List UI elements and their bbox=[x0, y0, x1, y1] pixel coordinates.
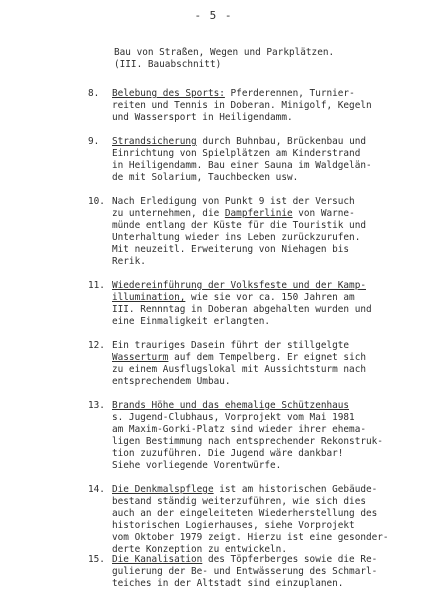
item-text bbox=[112, 196, 422, 268]
item-line: bestand ständig weiterzuführen, wie sich dies bbox=[112, 496, 366, 507]
item-line bbox=[112, 554, 422, 566]
item-line: entsprechendem Umbau. bbox=[112, 376, 231, 387]
item-highlight: Wiedereinführung der Volksfeste und der Kamp- bbox=[112, 280, 366, 291]
item-line bbox=[112, 208, 422, 220]
item-line: de mit Solarium, Tauchbecken usw. bbox=[112, 172, 299, 183]
intro-paragraph bbox=[114, 47, 334, 71]
item-line: ligen Bestimmung nach entsprechender Rekonstruk- bbox=[112, 436, 383, 447]
item-line: Mit neuzeitl. Erweiterung von Niehagen bis bbox=[112, 244, 350, 255]
item-line-rest: des Töpferberges sowie die Re- bbox=[202, 554, 378, 565]
item-text bbox=[112, 340, 422, 388]
item-text bbox=[112, 484, 422, 556]
item-line: auch an der eingeleiteten Wiederherstellung des bbox=[112, 508, 378, 519]
item-number: 12. bbox=[88, 340, 105, 351]
item-line bbox=[112, 88, 422, 100]
item-line: zu einem Ausflugslokal mit Aussichtsturm nach bbox=[112, 364, 366, 375]
item-line: Unterhaltung wieder ins Leben zurückzurufen. bbox=[112, 232, 361, 243]
item-line: Nach Erledigung von Punkt 9 ist der Versuch bbox=[112, 196, 355, 207]
item-number: 13. bbox=[88, 400, 105, 411]
item-number: 9. bbox=[88, 136, 100, 147]
item-line: und Wassersport in Heiligendamm. bbox=[112, 112, 293, 123]
item-line-before: zu unternehmen, die bbox=[112, 208, 225, 219]
item-highlight: Die Denkmalspflege bbox=[112, 484, 214, 495]
item-number: 14. bbox=[88, 484, 105, 495]
item-text bbox=[112, 554, 422, 590]
item-highlight: Belebung des Sports: bbox=[112, 88, 225, 99]
item-line: derte Konzeption zu entwickeln. bbox=[112, 544, 287, 555]
item-line: Siehe vorliegende Vorentwürfe. bbox=[112, 460, 282, 471]
intro-line: (III. Bauabschnitt) bbox=[114, 59, 222, 70]
item-text bbox=[112, 88, 422, 124]
item-text bbox=[112, 400, 422, 472]
item-line-rest: durch Buhnbau, Brückenbau und bbox=[196, 136, 366, 147]
item-line-rest: wie sie vor ca. 150 Jahren am bbox=[185, 292, 355, 303]
item-line: s. Jugend-Clubhaus, Vorprojekt vom Mai 1981 bbox=[112, 412, 355, 423]
item-line: III. Rennntag in Doberan abgehalten wurden und bbox=[112, 304, 372, 315]
item-highlight: Dampferlinie bbox=[224, 208, 293, 219]
item-highlight: Strandsicherung bbox=[112, 136, 197, 147]
intro-line: Bau von Straßen, Wegen und Parkplätzen. bbox=[114, 47, 335, 58]
item-highlight: Die Kanalisation bbox=[112, 554, 203, 565]
item-line: Einrichtung von Spielplätzen am Kinderstrand bbox=[112, 148, 361, 159]
item-line bbox=[112, 484, 422, 496]
item-line-after: von Warne- bbox=[292, 208, 355, 219]
item-line: vom Oktober 1979 zeigt. Hierzu ist eine gesonder- bbox=[112, 532, 389, 543]
item-highlight: Brands Höhe und das ehemalige Schützenhaus bbox=[112, 400, 350, 411]
item-line-rest: ist am historischen Gebäude- bbox=[213, 484, 378, 495]
item-line: münde entlang der Küste für die Touristik und bbox=[112, 220, 366, 231]
item-line bbox=[112, 352, 422, 364]
item-line: historischen Logierhauses, siehe Vorprojekt bbox=[112, 520, 355, 531]
item-line: reiten und Tennis in Doberan. Minigolf, Kegeln bbox=[112, 100, 372, 111]
item-line: eine Einmaligkeit erlangten. bbox=[112, 316, 271, 327]
item-highlight: Wasserturm bbox=[112, 352, 169, 363]
item-number: 15. bbox=[88, 554, 105, 565]
item-line-after: auf dem Tempelberg. Er eignet sich bbox=[168, 352, 367, 363]
item-number: 11. bbox=[88, 280, 105, 291]
item-line: teiches in der Altstadt sind einzuplanen. bbox=[112, 578, 344, 589]
item-line: in Heiligendamm. Bau einer Sauna im Waldgelän- bbox=[112, 160, 372, 171]
item-line bbox=[112, 136, 422, 148]
item-line bbox=[112, 292, 422, 304]
item-line: Rerik. bbox=[112, 256, 146, 267]
page-number: - 5 - bbox=[194, 9, 233, 22]
item-line-rest: Pferderennen, Turnier- bbox=[224, 88, 355, 99]
item-line: am Maxim-Gorki-Platz sind wieder ihrer ehema- bbox=[112, 424, 366, 435]
item-line: tion zuzuführen. Die Jugend wäre dankbar! bbox=[112, 448, 344, 459]
item-highlight: illumination, bbox=[112, 292, 186, 303]
item-line: Ein trauriges Dasein führt der stillgelgte bbox=[112, 340, 350, 351]
item-text bbox=[112, 136, 422, 184]
item-text bbox=[112, 280, 422, 328]
item-number: 8. bbox=[88, 88, 100, 99]
item-line: gulierung der Be- und Entwässerung des Schmarl- bbox=[112, 566, 378, 577]
item-number: 10. bbox=[88, 196, 105, 207]
